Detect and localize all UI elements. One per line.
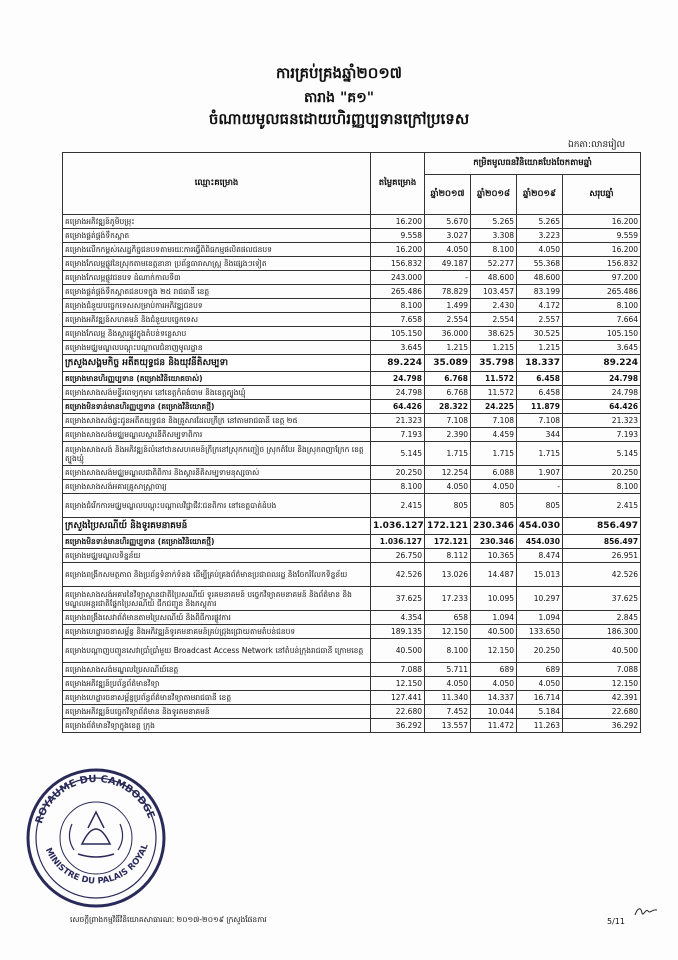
col-header-year2: ឆ្នាំ២០១៨ [471, 175, 517, 215]
year3-cell: 15.013 [517, 563, 563, 587]
year1-cell: 7.108 [425, 414, 471, 428]
year1-cell: 2.554 [425, 313, 471, 327]
year1-cell: 28.322 [425, 400, 471, 414]
svg-text:MINISTRE DU PALAIS ROYAL [43, 842, 151, 886]
table-row [63, 299, 641, 313]
project-value-cell: 127.441 [371, 691, 425, 705]
table-row [63, 257, 641, 271]
total-cell: 856.497 [563, 535, 641, 549]
project-value-cell: 1.036.127 [371, 518, 425, 535]
year1-cell: 17.233 [425, 587, 471, 611]
year3-cell: 11.879 [517, 400, 563, 414]
project-value-cell: 265.486 [371, 285, 425, 299]
project-name-cell: គម្រោងមជ្ឈមណ្ឌលបណ្តុះបណ្តាលជំនាញមូលដ្ឋាន [63, 341, 371, 355]
year1-cell: 4.050 [425, 480, 471, 494]
total-cell: 21.323 [563, 414, 641, 428]
project-value-cell: 2.415 [371, 494, 425, 518]
year3-cell: 5.265 [517, 215, 563, 229]
table-subtotal-row [63, 535, 641, 549]
year2-cell: 10.044 [471, 705, 517, 719]
project-name-cell: គម្រោងសាងសង់មន្ទីរពេទ្យកុមារ នៅខេត្តកំពង់ចាម និងខេត្តត្បូងឃ្មុំ [63, 386, 371, 400]
project-value-cell: 24.798 [371, 372, 425, 386]
table-subtotal-row [63, 372, 641, 386]
year2-cell: 1.715 [471, 442, 517, 466]
year2-cell: 38.625 [471, 327, 517, 341]
year3-cell: 6.458 [517, 372, 563, 386]
year1-cell: 7.452 [425, 705, 471, 719]
year2-cell: 52.277 [471, 257, 517, 271]
year3-cell: 11.263 [517, 719, 563, 733]
total-cell: 97.200 [563, 271, 641, 285]
year2-cell: 11.572 [471, 386, 517, 400]
project-value-cell: 24.798 [371, 386, 425, 400]
table-row [63, 563, 641, 587]
year1-cell: 8.100 [425, 639, 471, 663]
project-value-cell: 37.625 [371, 587, 425, 611]
year1-cell: 13.026 [425, 563, 471, 587]
total-cell: 265.486 [563, 285, 641, 299]
year1-cell: 11.340 [425, 691, 471, 705]
project-value-cell: 12.150 [371, 677, 425, 691]
project-name-cell: គម្រោងសាងសង់មជ្ឈមណ្ឌលស្ដារនីតិសម្បទាពិការ [63, 428, 371, 442]
total-cell: 42.391 [563, 691, 641, 705]
project-name-cell: គម្រោងកែលម្អផ្លូវជនបទ ដំណាក់កាលទី៣ [63, 271, 371, 285]
year2-cell: 48.600 [471, 271, 517, 285]
project-value-cell: 16.200 [371, 243, 425, 257]
col-header-group: កម្រិតមូលធនវិនិយោគបែងចែកតាមឆ្នាំ [425, 153, 641, 175]
project-name-cell: គម្រោងសាងសង់មណ្ឌលប្រៃសណីយ៍ខេត្ត [63, 663, 371, 677]
table-row [63, 691, 641, 705]
year2-cell: 4.459 [471, 428, 517, 442]
total-cell: 12.150 [563, 677, 641, 691]
total-cell: 8.100 [563, 480, 641, 494]
year2-cell: 11.572 [471, 372, 517, 386]
project-value-cell: 189.135 [371, 625, 425, 639]
table-row [63, 549, 641, 563]
year2-cell: 40.500 [471, 625, 517, 639]
table-section-row [63, 355, 641, 372]
project-name-cell: គម្រោងពង្រឹងសេវាព័ត៌មានតាមប្រៃសណីយ៍ និងពិធីការផ្លូវការ [63, 611, 371, 625]
project-name-cell: គម្រោងផ្គត់ផ្គង់ទឹកស្អាត [63, 229, 371, 243]
project-name-cell: គម្រោងសាងសង់មជ្ឈមណ្ឌលជាតិពិការ និងស្តារនីតិសម្បទាមនុស្សចាស់ [63, 466, 371, 480]
total-cell: 105.150 [563, 327, 641, 341]
table-subtotal-row [63, 400, 641, 414]
year2-cell: 230.346 [471, 535, 517, 549]
year2-cell: 4.050 [471, 480, 517, 494]
col-header-name: ឈ្មោះគម្រោង [63, 153, 371, 215]
project-name-cell: គម្រោងអភិវឌ្ឍន៍ប្រព័ន្ធព័ត៌មានវិទ្យា [63, 677, 371, 691]
total-cell: 2.415 [563, 494, 641, 518]
year3-cell: - [517, 480, 563, 494]
year2-cell: 689 [471, 663, 517, 677]
total-cell: 89.224 [563, 355, 641, 372]
table-body [63, 215, 641, 733]
year2-cell: 103.457 [471, 285, 517, 299]
total-cell: 186.300 [563, 625, 641, 639]
project-name-cell: គម្រោងព័ត៌មានវិទ្យាក្នុងខេត្ត ក្រុង [63, 719, 371, 733]
year3-cell: 454.030 [517, 535, 563, 549]
total-cell: 22.680 [563, 705, 641, 719]
year1-cell: 1.715 [425, 442, 471, 466]
year2-cell: 24.225 [471, 400, 517, 414]
project-name-cell: គម្រោងហេដ្ឋារចនាសម្ព័ន្ធប្រព័ន្ធព័ត៌មានវិទ្យាតាមរាជធានី ខេត្ត [63, 691, 371, 705]
project-value-cell: 36.292 [371, 719, 425, 733]
year1-cell: 6.768 [425, 372, 471, 386]
total-cell: 3.645 [563, 341, 641, 355]
project-value-cell: 1.036.127 [371, 535, 425, 549]
year3-cell: 16.714 [517, 691, 563, 705]
table-row [63, 494, 641, 518]
project-name-cell: គម្រោងសាងសង់ផ្ទះជូនអតីតយុទ្ធជន និងគ្រួសារដែលក្រីក្រ នៅតាមរាជធានី ខេត្ត ២៥ [63, 414, 371, 428]
doc-header-line1: ការគ្រប់គ្រងឆ្នាំ២០១៧ [276, 64, 402, 82]
total-cell: 20.250 [563, 466, 641, 480]
total-cell: 40.500 [563, 639, 641, 663]
project-value-cell: 9.558 [371, 229, 425, 243]
project-name-cell: ក្រសួងសង្គមកិច្ច អតីតយុទ្ធជន និងយុវនីតិសម្បទា [63, 355, 371, 372]
project-value-cell: 64.426 [371, 400, 425, 414]
year2-cell: 2.554 [471, 313, 517, 327]
year1-cell: - [425, 271, 471, 285]
project-value-cell: 8.100 [371, 480, 425, 494]
col-header-year1: ឆ្នាំ២០១៧ [425, 175, 471, 215]
year1-cell: 78.829 [425, 285, 471, 299]
year3-cell: 454.030 [517, 518, 563, 535]
project-name-cell: គម្រោងលើកកម្ពស់សេដ្ឋកិច្ចជនបទតាមរយៈការធ្វើពិពិធកម្មផលិតផលជនបទ [63, 243, 371, 257]
unit-label: ឯកតា:លានរៀល [568, 140, 626, 150]
table-row [63, 480, 641, 494]
total-cell: 5.145 [563, 442, 641, 466]
year1-cell: 49.187 [425, 257, 471, 271]
year3-cell: 805 [517, 494, 563, 518]
year2-cell: 5.265 [471, 215, 517, 229]
project-value-cell: 26.750 [371, 549, 425, 563]
project-name-cell: ក្រសួងប្រៃសណីយ៍ និងទូរគមនាគមន៍ [63, 518, 371, 535]
year1-cell: 6.768 [425, 386, 471, 400]
total-cell: 9.559 [563, 229, 641, 243]
year3-cell: 4.172 [517, 299, 563, 313]
col-header-value: តម្លៃគម្រោង [371, 153, 425, 215]
project-name-cell: គម្រោងមានហិរញ្ញប្បទាន (គម្រោងវិនិយោគចាស់) [63, 372, 371, 386]
year2-cell: 805 [471, 494, 517, 518]
year1-cell: 12.254 [425, 466, 471, 480]
year2-cell: 4.050 [471, 677, 517, 691]
royal-seal-icon [22, 764, 170, 912]
project-name-cell: គម្រោងអភិវឌ្ឍន៍បច្ចេកវិទ្យាព័ត៌មាន និងទូរគមនាគមន៍ [63, 705, 371, 719]
total-cell: 42.526 [563, 563, 641, 587]
year3-cell: 4.050 [517, 677, 563, 691]
table-row [63, 639, 641, 663]
project-name-cell: គម្រោងជំរើកការមជ្ឈមណ្ឌលបណ្តុះបណ្តាលវិជ្ជាជីវៈជនពិការ នៅខេត្តបាត់ដំបង [63, 494, 371, 518]
year2-cell: 1.215 [471, 341, 517, 355]
table-row [63, 327, 641, 341]
year3-cell: 1.215 [517, 341, 563, 355]
year3-cell: 55.368 [517, 257, 563, 271]
year3-cell: 344 [517, 428, 563, 442]
table-row [63, 386, 641, 400]
total-cell: 8.100 [563, 299, 641, 313]
year3-cell: 133.650 [517, 625, 563, 639]
project-name-cell: គម្រោងជំនួយបច្ចេកទេសសម្រាប់ការអភិវឌ្ឍជនបទ [63, 299, 371, 313]
year3-cell: 1.715 [517, 442, 563, 466]
budget-table [62, 152, 641, 733]
table-row [63, 215, 641, 229]
total-cell: 16.200 [563, 215, 641, 229]
project-value-cell: 243.000 [371, 271, 425, 285]
project-value-cell: 3.645 [371, 341, 425, 355]
total-cell: 64.426 [563, 400, 641, 414]
year2-cell: 11.472 [471, 719, 517, 733]
year3-cell: 1.907 [517, 466, 563, 480]
year1-cell: 13.557 [425, 719, 471, 733]
year1-cell: 805 [425, 494, 471, 518]
doc-header-line3: ចំណាយមូលធនដោយហិរញ្ញប្បទានក្រៅប្រទេស [208, 110, 470, 128]
total-cell: 24.798 [563, 386, 641, 400]
total-cell: 26.951 [563, 549, 641, 563]
total-cell: 7.664 [563, 313, 641, 327]
project-name-cell: គម្រោងកែលម្អ និងស្តារផ្លូវក្នុងតំបន់ទន្លេសាប [63, 327, 371, 341]
svg-text:ROYAUME DU CAMBODGE [34, 774, 156, 825]
table-row [63, 587, 641, 611]
col-header-total: សរុបឆ្នាំ [563, 175, 641, 215]
year3-cell: 689 [517, 663, 563, 677]
year1-cell: 4.050 [425, 677, 471, 691]
table-row [63, 428, 641, 442]
year3-cell: 6.458 [517, 386, 563, 400]
footer-source: សេចក្តីព្រាងកម្មវិធីវិនិយោគសាធារណៈ ២០១៧-២០១៩ ក្រសួងផែនការ [70, 915, 267, 924]
project-name-cell: គម្រោងហេដ្ឋារចនាសម្ព័ន្ធ និងអភិវឌ្ឍន៍ទូរគមនាគមន៍គ្រប់ជ្រុងជ្រោយតាមតំបន់ជនបទ [63, 625, 371, 639]
table-row [63, 243, 641, 257]
project-value-cell: 20.250 [371, 466, 425, 480]
year1-cell: 35.089 [425, 355, 471, 372]
year3-cell: 20.250 [517, 639, 563, 663]
year1-cell: 1.215 [425, 341, 471, 355]
col-header-year3: ឆ្នាំ២០១៩ [517, 175, 563, 215]
year1-cell: 5.670 [425, 215, 471, 229]
year1-cell: 172.121 [425, 518, 471, 535]
year3-cell: 30.525 [517, 327, 563, 341]
table-row [63, 611, 641, 625]
year1-cell: 8.112 [425, 549, 471, 563]
table-row [63, 705, 641, 719]
table-section-row [63, 518, 641, 535]
year1-cell: 36.000 [425, 327, 471, 341]
project-name-cell: គម្រោងអភិវឌ្ឍន៍សហគមន៍ និងជំនួយបច្ចេកទេស [63, 313, 371, 327]
project-name-cell: គម្រោងផ្គត់ផ្គង់ទឹកស្អាតជនបទក្នុង ២៥ រាជធានី ខេត្ត [63, 285, 371, 299]
year2-cell: 7.108 [471, 414, 517, 428]
page-number: 5/11 [607, 917, 625, 926]
year2-cell: 3.308 [471, 229, 517, 243]
project-name-cell: គម្រោងកែលម្អផ្លូវនៃស្រុកតាមខេត្តនានា ប្រព័ន្ធធារាសាស្ត្រ និងផ្សេងៗទៀត [63, 257, 371, 271]
table-row [63, 313, 641, 327]
year2-cell: 8.100 [471, 243, 517, 257]
table-row [63, 414, 641, 428]
year3-cell: 8.474 [517, 549, 563, 563]
total-cell: 24.798 [563, 372, 641, 386]
total-cell: 7.193 [563, 428, 641, 442]
year3-cell: 4.050 [517, 243, 563, 257]
seal-text-bottom: MINISTRE DU PALAIS ROYAL [42, 842, 151, 887]
year2-cell: 2.430 [471, 299, 517, 313]
project-name-cell: គម្រោងមិនទាន់មានហិរញ្ញប្បទាន (គម្រោងវិនិយោគថ្មី) [63, 535, 371, 549]
project-name-cell: គម្រោងអភិវឌ្ឍន៍ភូមិបម្រុះ [63, 215, 371, 229]
total-cell: 7.088 [563, 663, 641, 677]
project-value-cell: 7.193 [371, 428, 425, 442]
project-name-cell: គម្រោងពង្រីកសមត្ថភាព និងប្រព័ន្ធទំនាក់ទំនង ដើម្បីគ្រប់គ្រងព័ត៌មានប្រជាពលរដ្ឋ និងចែករំលែកទិន្នន័យ [63, 563, 371, 587]
project-value-cell: 89.224 [371, 355, 425, 372]
project-value-cell: 40.500 [371, 639, 425, 663]
year1-cell: 5.711 [425, 663, 471, 677]
project-value-cell: 42.526 [371, 563, 425, 587]
project-name-cell: គម្រោងមិនទាន់មានហិរញ្ញប្បទាន (គម្រោងវិនិយោគថ្មី) [63, 400, 371, 414]
table-row [63, 285, 641, 299]
year3-cell: 7.108 [517, 414, 563, 428]
project-value-cell: 22.680 [371, 705, 425, 719]
year1-cell: 3.027 [425, 229, 471, 243]
year3-cell: 2.557 [517, 313, 563, 327]
year2-cell: 6.088 [471, 466, 517, 480]
seal-text-top: ROYAUME DU CAMBODGE [34, 773, 157, 826]
year2-cell: 12.150 [471, 639, 517, 663]
year1-cell: 4.050 [425, 243, 471, 257]
year1-cell: 12.150 [425, 625, 471, 639]
year3-cell: 18.337 [517, 355, 563, 372]
year2-cell: 1.094 [471, 611, 517, 625]
project-value-cell: 21.323 [371, 414, 425, 428]
table-row [63, 229, 641, 243]
total-cell: 36.292 [563, 719, 641, 733]
year2-cell: 230.346 [471, 518, 517, 535]
project-value-cell: 7.658 [371, 313, 425, 327]
total-cell: 2.845 [563, 611, 641, 625]
year3-cell: 5.184 [517, 705, 563, 719]
signature-icon [633, 905, 659, 919]
table-row [63, 442, 641, 466]
year1-cell: 2.390 [425, 428, 471, 442]
project-value-cell: 16.200 [371, 215, 425, 229]
year3-cell: 83.199 [517, 285, 563, 299]
project-name-cell: គម្រោងមជ្ឈមណ្ឌលទិន្នន័យ [63, 549, 371, 563]
year2-cell: 10.095 [471, 587, 517, 611]
year2-cell: 14.337 [471, 691, 517, 705]
project-name-cell: គម្រោងសាងសង់ និងអភិវឌ្ឍន៍លំនៅឋានសហគមន៍ក្រីក្រនៅស្រុកកញ្ជៀច ស្រុកតំបែរ និងស្រុកពញាក្រែក ខេត្តត្បូងឃ្មុំ [63, 442, 371, 466]
project-value-cell: 4.354 [371, 611, 425, 625]
year2-cell: 10.365 [471, 549, 517, 563]
project-value-cell: 7.088 [371, 663, 425, 677]
total-cell: 156.832 [563, 257, 641, 271]
total-cell: 37.625 [563, 587, 641, 611]
project-value-cell: 105.150 [371, 327, 425, 341]
table-row [63, 341, 641, 355]
table-row [63, 625, 641, 639]
year2-cell: 14.487 [471, 563, 517, 587]
year3-cell: 1.094 [517, 611, 563, 625]
year1-cell: 658 [425, 611, 471, 625]
table-row [63, 466, 641, 480]
total-cell: 16.200 [563, 243, 641, 257]
table-row [63, 719, 641, 733]
table-row [63, 271, 641, 285]
project-value-cell: 8.100 [371, 299, 425, 313]
year2-cell: 35.798 [471, 355, 517, 372]
year1-cell: 1.499 [425, 299, 471, 313]
project-name-cell: គម្រោងសាងសង់អគារគ្រូសាស្ត្រាចារ្យ [63, 480, 371, 494]
year3-cell: 3.223 [517, 229, 563, 243]
doc-header-line2: តារាង "គ១" [303, 90, 375, 106]
year1-cell: 172.121 [425, 535, 471, 549]
table-row [63, 663, 641, 677]
year3-cell: 48.600 [517, 271, 563, 285]
project-value-cell: 156.832 [371, 257, 425, 271]
total-cell: 856.497 [563, 518, 641, 535]
project-name-cell: គម្រោងសាងសង់អគារនៃវិទ្យាស្ថានជាតិប្រៃសណីយ៍ ទូរគមនាគមន៍ បច្ចេកវិទ្យាគមនាគមន៍ និងព័ត៌មាន និងមណ្ឌលអន្តរជាតិផ្នែកប្រៃសណីយ៍ ជីកជញ្ជូន និងភស្តុភារ [63, 587, 371, 611]
table-row [63, 677, 641, 691]
project-value-cell: 5.145 [371, 442, 425, 466]
year3-cell: 10.297 [517, 587, 563, 611]
project-name-cell: គម្រោងបណ្តាញបញ្ជូនសេវាប្រាំប្រាំមួយ Broadcast Access Network នៅតំបន់ក្រុងរាជធានី ក្រោមខេត្ត [63, 639, 371, 663]
